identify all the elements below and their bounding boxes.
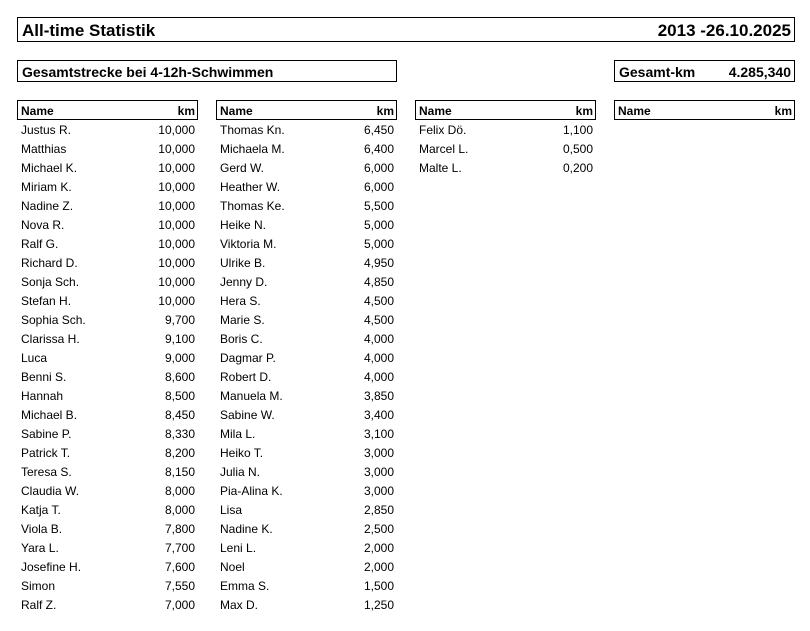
table-row — [17, 291, 198, 310]
swimmer-name: Jenny D. — [220, 275, 268, 289]
swimmer-name: Heather W. — [220, 180, 281, 194]
table-row — [216, 253, 397, 272]
swimmer-km: 4,950 — [363, 256, 394, 270]
swimmer-name: Claudia W. — [21, 484, 80, 498]
swimmer-km: 10,000 — [158, 123, 195, 137]
table-row — [216, 291, 397, 310]
table-row — [216, 576, 397, 595]
total-km-box — [614, 60, 795, 82]
swimmer-km: 10,000 — [158, 218, 195, 232]
swimmer-name: Sophia Sch. — [21, 313, 86, 327]
swimmer-km: 3,000 — [363, 484, 394, 498]
table-row — [216, 557, 397, 576]
date-range: 2013 -26.10.2025 — [657, 21, 791, 40]
swimmer-name: Nova R. — [21, 218, 65, 232]
table-row — [17, 386, 198, 405]
table-row — [216, 424, 397, 443]
swimmer-km: 7,000 — [164, 598, 195, 612]
km-header: km — [177, 104, 195, 118]
swimmer-name: Ralf Z. — [21, 598, 57, 612]
swimmer-km: 5,500 — [363, 199, 394, 213]
section-title: Gesamtstrecke bei 4-12h-Schwimmen — [22, 64, 274, 80]
table-row — [17, 215, 198, 234]
swimmer-km: 6,000 — [363, 161, 394, 175]
swimmer-name: Matthias — [21, 142, 67, 156]
table-row — [216, 386, 397, 405]
swimmer-name: Viktoria M. — [220, 237, 277, 251]
swimmer-km: 9,000 — [164, 351, 195, 365]
swimmer-km: 8,330 — [164, 427, 195, 441]
swimmer-km: 7,550 — [164, 579, 195, 593]
swimmer-km: 2,850 — [363, 503, 394, 517]
table-row — [216, 234, 397, 253]
table-row — [17, 310, 198, 329]
swimmer-name: Marcel L. — [419, 142, 469, 156]
swimmer-km: 5,000 — [363, 237, 394, 251]
table-row — [216, 405, 397, 424]
title-bar — [17, 17, 795, 42]
swimmer-km: 10,000 — [158, 294, 195, 308]
swimmer-name: Justus R. — [21, 123, 72, 137]
swimmer-km: 4,000 — [363, 332, 394, 346]
table-row — [17, 576, 198, 595]
swimmer-km: 3,000 — [363, 446, 394, 460]
ranking-column-1 — [17, 100, 198, 614]
swimmer-km: 4,000 — [363, 370, 394, 384]
swimmer-name: Thomas Ke. — [220, 199, 285, 213]
swimmer-km: 10,000 — [158, 275, 195, 289]
swimmer-name: Michael K. — [21, 161, 78, 175]
swimmer-km: 8,150 — [164, 465, 195, 479]
ranking-column-4 — [614, 100, 795, 120]
swimmer-km: 6,000 — [363, 180, 394, 194]
swimmer-name: Ralf G. — [21, 237, 59, 251]
swimmer-name: Michaela M. — [220, 142, 285, 156]
swimmer-km: 10,000 — [158, 142, 195, 156]
table-row — [216, 215, 397, 234]
swimmer-name: Manuela M. — [220, 389, 283, 403]
swimmer-km: 10,000 — [158, 161, 195, 175]
swimmer-km: 8,000 — [164, 484, 195, 498]
swimmer-km: 9,700 — [164, 313, 195, 327]
swimmer-name: Lisa — [220, 503, 243, 517]
table-row — [216, 139, 397, 158]
name-header: Name — [419, 104, 452, 118]
table-row — [216, 462, 397, 481]
table-rows — [415, 120, 596, 177]
table-row — [17, 595, 198, 614]
swimmer-km: 7,800 — [164, 522, 195, 536]
swimmer-name: Heiko T. — [220, 446, 264, 460]
swimmer-km: 8,500 — [164, 389, 195, 403]
swimmer-name: Sonja Sch. — [21, 275, 80, 289]
swimmer-name: Ulrike B. — [220, 256, 266, 270]
swimmer-km: 2,500 — [363, 522, 394, 536]
swimmer-name: Hera S. — [220, 294, 261, 308]
swimmer-km: 10,000 — [158, 256, 195, 270]
table-row — [216, 120, 397, 139]
table-row — [216, 443, 397, 462]
table-row — [17, 158, 198, 177]
column-header — [415, 100, 596, 120]
swimmer-name: Robert D. — [220, 370, 272, 384]
swimmer-km: 3,000 — [363, 465, 394, 479]
swimmer-name: Max D. — [220, 598, 259, 612]
swimmer-name: Noel — [220, 560, 245, 574]
total-km-value: 4.285,340 — [728, 64, 791, 80]
swimmer-name: Katja T. — [21, 503, 61, 517]
swimmer-km: 8,450 — [164, 408, 195, 422]
table-row — [216, 348, 397, 367]
swimmer-name: Nadine Z. — [21, 199, 74, 213]
table-row — [17, 348, 198, 367]
swimmer-km: 3,850 — [363, 389, 394, 403]
table-row — [17, 367, 198, 386]
swimmer-name: Sabine P. — [21, 427, 72, 441]
swimmer-name: Leni L. — [220, 541, 257, 555]
table-row — [17, 234, 198, 253]
table-row — [17, 177, 198, 196]
swimmer-name: Heike N. — [220, 218, 267, 232]
table-row — [17, 443, 198, 462]
table-row — [216, 158, 397, 177]
swimmer-name: Yara L. — [21, 541, 59, 555]
table-row — [17, 120, 198, 139]
table-row — [17, 196, 198, 215]
table-row — [17, 462, 198, 481]
table-row — [216, 519, 397, 538]
name-header: Name — [618, 104, 651, 118]
table-row — [216, 310, 397, 329]
swimmer-km: 8,000 — [164, 503, 195, 517]
swimmer-km: 3,400 — [363, 408, 394, 422]
swimmer-name: Nadine K. — [220, 522, 273, 536]
name-header: Name — [21, 104, 54, 118]
swimmer-name: Viola B. — [21, 522, 63, 536]
table-row — [17, 424, 198, 443]
table-rows — [216, 120, 397, 614]
swimmer-km: 5,000 — [363, 218, 394, 232]
swimmer-name: Pia-Alina K. — [220, 484, 283, 498]
table-row — [216, 500, 397, 519]
swimmer-km: 7,600 — [164, 560, 195, 574]
section-title-bar — [17, 60, 397, 82]
table-row — [216, 367, 397, 386]
name-header: Name — [220, 104, 253, 118]
page-title: All-time Statistik — [22, 21, 156, 40]
column-header — [216, 100, 397, 120]
swimmer-km: 4,850 — [363, 275, 394, 289]
swimmer-name: Malte L. — [419, 161, 462, 175]
table-row — [17, 500, 198, 519]
swimmer-name: Patrick T. — [21, 446, 71, 460]
table-row — [17, 272, 198, 291]
table-row — [415, 120, 596, 139]
swimmer-km: 1,250 — [363, 598, 394, 612]
table-row — [216, 272, 397, 291]
swimmer-km: 1,500 — [363, 579, 394, 593]
swimmer-km: 6,450 — [363, 123, 394, 137]
table-row — [216, 538, 397, 557]
swimmer-km: 1,100 — [562, 123, 593, 137]
swimmer-km: 8,600 — [164, 370, 195, 384]
swimmer-name: Julia N. — [220, 465, 261, 479]
table-row — [17, 481, 198, 500]
swimmer-km: 8,200 — [164, 446, 195, 460]
swimmer-name: Josefine H. — [21, 560, 82, 574]
table-row — [17, 519, 198, 538]
swimmer-name: Hannah — [21, 389, 64, 403]
ranking-column-2 — [216, 100, 397, 614]
swimmer-name: Simon — [21, 579, 56, 593]
swimmer-name: Michael B. — [21, 408, 78, 422]
swimmer-km: 0,200 — [562, 161, 593, 175]
table-row — [216, 196, 397, 215]
swimmer-km: 3,100 — [363, 427, 394, 441]
column-header — [614, 100, 795, 120]
table-row — [17, 405, 198, 424]
km-header: km — [575, 104, 593, 118]
swimmer-name: Sabine W. — [220, 408, 275, 422]
swimmer-km: 7,700 — [164, 541, 195, 555]
swimmer-km: 4,500 — [363, 313, 394, 327]
swimmer-name: Felix Dö. — [419, 123, 467, 137]
table-row — [216, 177, 397, 196]
table-row — [415, 139, 596, 158]
swimmer-name: Emma S. — [220, 579, 270, 593]
table-row — [17, 139, 198, 158]
swimmer-km: 0,500 — [562, 142, 593, 156]
km-header: km — [774, 104, 792, 118]
swimmer-name: Luca — [21, 351, 48, 365]
swimmer-name: Benni S. — [21, 370, 67, 384]
swimmer-name: Boris C. — [220, 332, 263, 346]
swimmer-km: 4,500 — [363, 294, 394, 308]
table-row — [17, 538, 198, 557]
total-km-label: Gesamt-km — [619, 64, 696, 80]
table-row — [216, 595, 397, 614]
ranking-column-3 — [415, 100, 596, 177]
swimmer-name: Stefan H. — [21, 294, 72, 308]
km-header: km — [376, 104, 394, 118]
swimmer-km: 4,000 — [363, 351, 394, 365]
table-row — [216, 329, 397, 348]
swimmer-km: 10,000 — [158, 237, 195, 251]
swimmer-name: Clarissa H. — [21, 332, 80, 346]
swimmer-km: 10,000 — [158, 180, 195, 194]
table-row — [17, 253, 198, 272]
swimmer-km: 2,000 — [363, 560, 394, 574]
swimmer-name: Gerd W. — [220, 161, 265, 175]
column-header — [17, 100, 198, 120]
swimmer-name: Richard D. — [21, 256, 78, 270]
swimmer-name: Miriam K. — [21, 180, 72, 194]
table-rows — [17, 120, 198, 614]
table-row — [216, 481, 397, 500]
swimmer-km: 9,100 — [164, 332, 195, 346]
swimmer-km: 2,000 — [363, 541, 394, 555]
swimmer-name: Dagmar P. — [220, 351, 276, 365]
swimmer-km: 10,000 — [158, 199, 195, 213]
table-row — [415, 158, 596, 177]
swimmer-km: 6,400 — [363, 142, 394, 156]
swimmer-name: Teresa S. — [21, 465, 72, 479]
table-row — [17, 557, 198, 576]
swimmer-name: Thomas Kn. — [220, 123, 285, 137]
swimmer-name: Mila L. — [220, 427, 256, 441]
swimmer-name: Marie S. — [220, 313, 265, 327]
table-row — [17, 329, 198, 348]
